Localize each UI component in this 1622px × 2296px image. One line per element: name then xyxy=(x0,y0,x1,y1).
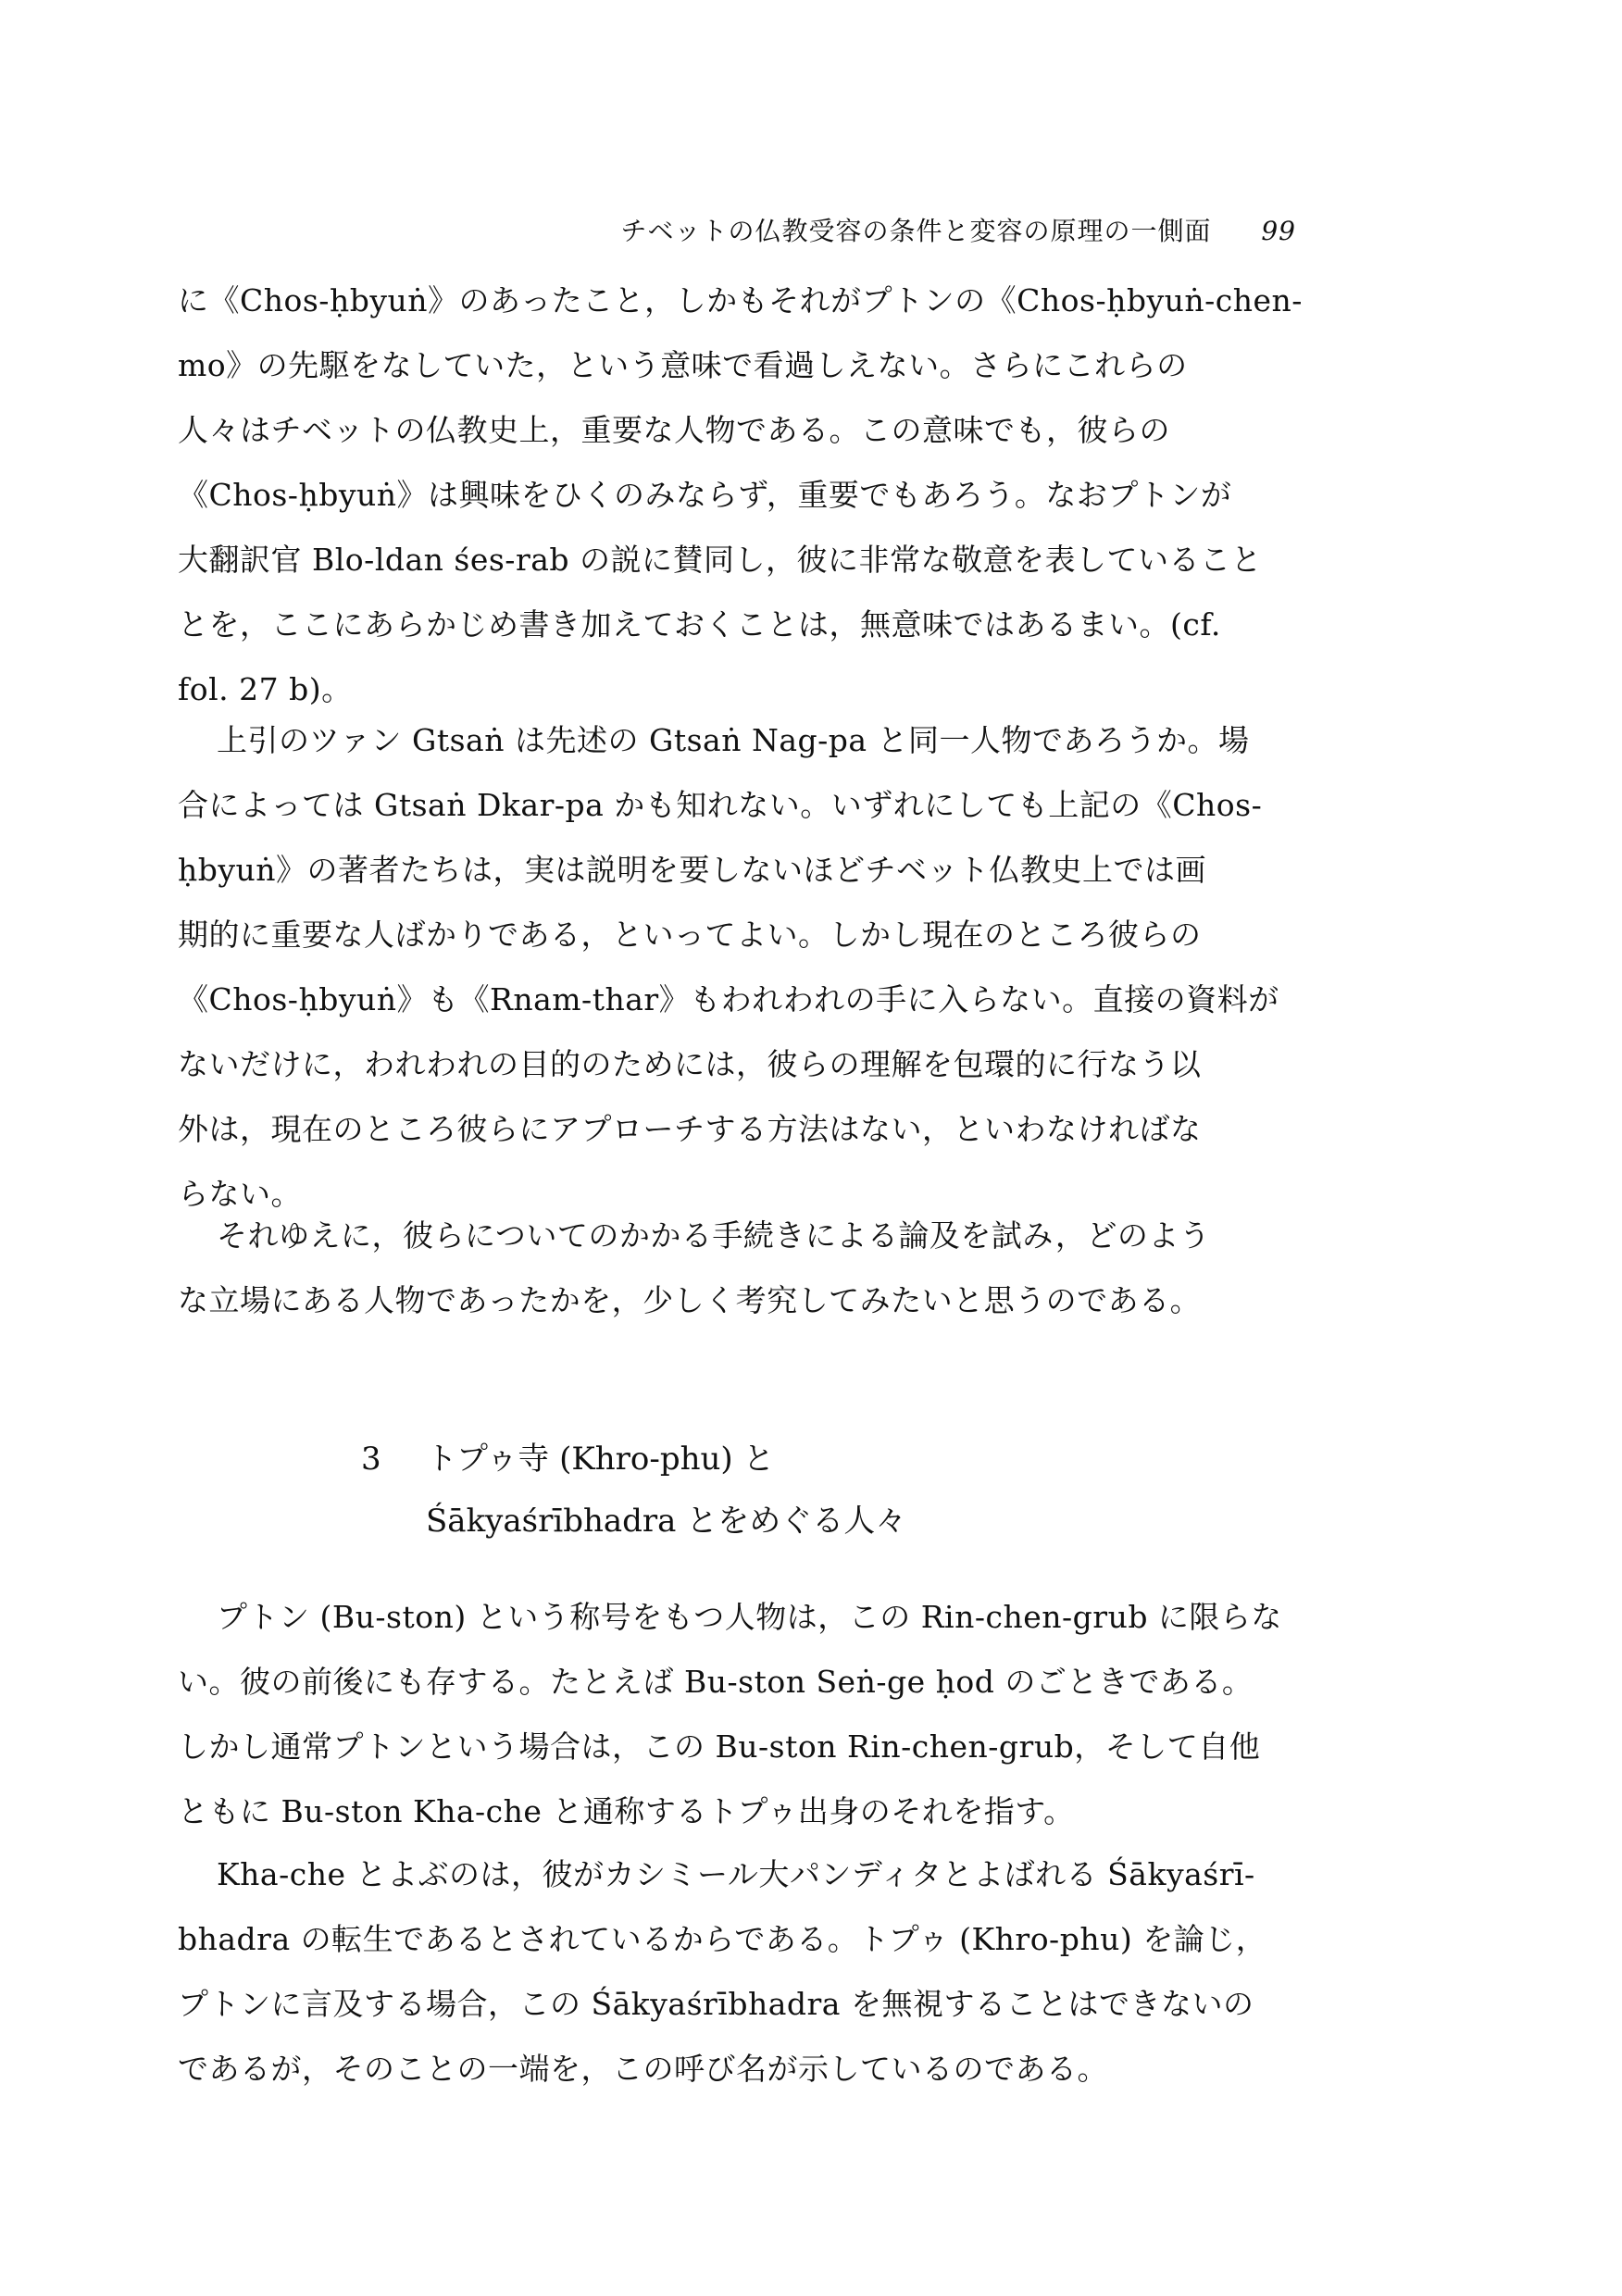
text-line: Kha-che とよぶのは，彼がカシミール大パンディタとよばれる Śākyaśrī- xyxy=(217,1856,1255,1892)
text-line: ともに Bu-ston Kha-che と通称するトプゥ出身のそれを指す。 xyxy=(178,1793,1075,1829)
paragraph-3 xyxy=(178,1204,1330,1333)
paragraph-4 xyxy=(178,1585,1330,1844)
text-line: らない。 xyxy=(178,1176,302,1212)
text-line: ḥbyuṅ》の著者たちは，実は説明を要しないほどチベット仏教史上では画 xyxy=(178,852,1207,888)
text-line: ないだけに，われわれの目的のためには，彼らの理解を包環的に行なう以 xyxy=(178,1046,1202,1082)
running-head-title: チベットの仏教受容の条件と変容の原理の一側面 xyxy=(620,216,1212,246)
paragraph-1 xyxy=(178,268,1330,722)
text-line: 大翻訳官 Blo-ldan śes-rab の説に賛同し，彼に非常な敬意を表していること xyxy=(178,542,1263,578)
text-line: とを，ここにあらかじめ書き加えておくことは，無意味ではあるまい。(cf. xyxy=(178,606,1221,643)
text-line: 人々はチベットの仏教史上，重要な人物である。この意味でも，彼らの xyxy=(178,412,1170,448)
section-title-line-2: Śākyaśrībhadra とをめぐる人々 xyxy=(426,1503,907,1540)
text-line: bhadra の転生であるとされているからである。トプゥ (Khro-phu) を論じ， xyxy=(178,1921,1267,1957)
text-line: プトンに言及する場合，この Śākyaśrībhadra を無視することはできないの xyxy=(178,1986,1254,2022)
text-line: 上引のツァン Gtsaṅ は先述の Gtsaṅ Nag-pa と同一人物であろうか。場 xyxy=(217,722,1250,758)
text-line: い。彼の前後にも存する。たとえば Bu-ston Seṅ-ge ḥod のごときである。 xyxy=(178,1664,1254,1700)
text-line: な立場にある人物であったかを，少しく考究してみたいと思うのである。 xyxy=(178,1282,1202,1318)
text-line: 《Chos-ḥbyuṅ》は興味をひくのみならず，重要でもあろう。なおプトンが xyxy=(178,477,1232,513)
text-line: 期的に重要な人ばかりである，といってよい。しかし現在のところ彼らの xyxy=(178,917,1202,953)
paragraph-2 xyxy=(178,708,1330,1227)
text-line: fol. 27 b)。 xyxy=(178,671,353,707)
text-line: に《Chos-ḥbyuṅ》のあったこと，しかもそれがプトンの《Chos-ḥbyuṅ-chen- xyxy=(178,282,1303,318)
text-line: 合によっては Gtsaṅ Dkar-pa かも知れない。いずれにしても上記の《Chos- xyxy=(178,787,1263,823)
text-line: 外は，現在のところ彼らにアプローチする方法はない，といわなければな xyxy=(178,1111,1202,1147)
section-title-line-1: トプゥ寺 (Khro-phu) と xyxy=(426,1441,775,1478)
text-line: mo》の先駆をなしていた，という意味で看過しえない。さらにこれらの xyxy=(178,347,1188,383)
section-heading xyxy=(361,1433,775,1479)
text-line: 《Chos-ḥbyuṅ》も《Rnam-thar》もわれわれの手に入らない。直接の資料が xyxy=(178,981,1279,1017)
paragraph-5 xyxy=(178,1842,1330,2102)
text-line: しかし通常プトンという場合は，この Bu-ston Rin-chen-grub，そして自他 xyxy=(178,1728,1261,1765)
text-line: それゆえに，彼らについてのかかる手続きによる論及を試み，どのよう xyxy=(217,1217,1211,1254)
running-head xyxy=(620,211,1296,248)
text-line: であるが，そのことの一端を，この呼び名が示しているのである。 xyxy=(178,2051,1108,2087)
page-number: 99 xyxy=(1261,216,1296,246)
section-number: 3 xyxy=(361,1441,381,1478)
text-line: プトン (Bu-ston) という称号をもつ人物は，この Rin-chen-grub に限らな xyxy=(217,1599,1282,1635)
